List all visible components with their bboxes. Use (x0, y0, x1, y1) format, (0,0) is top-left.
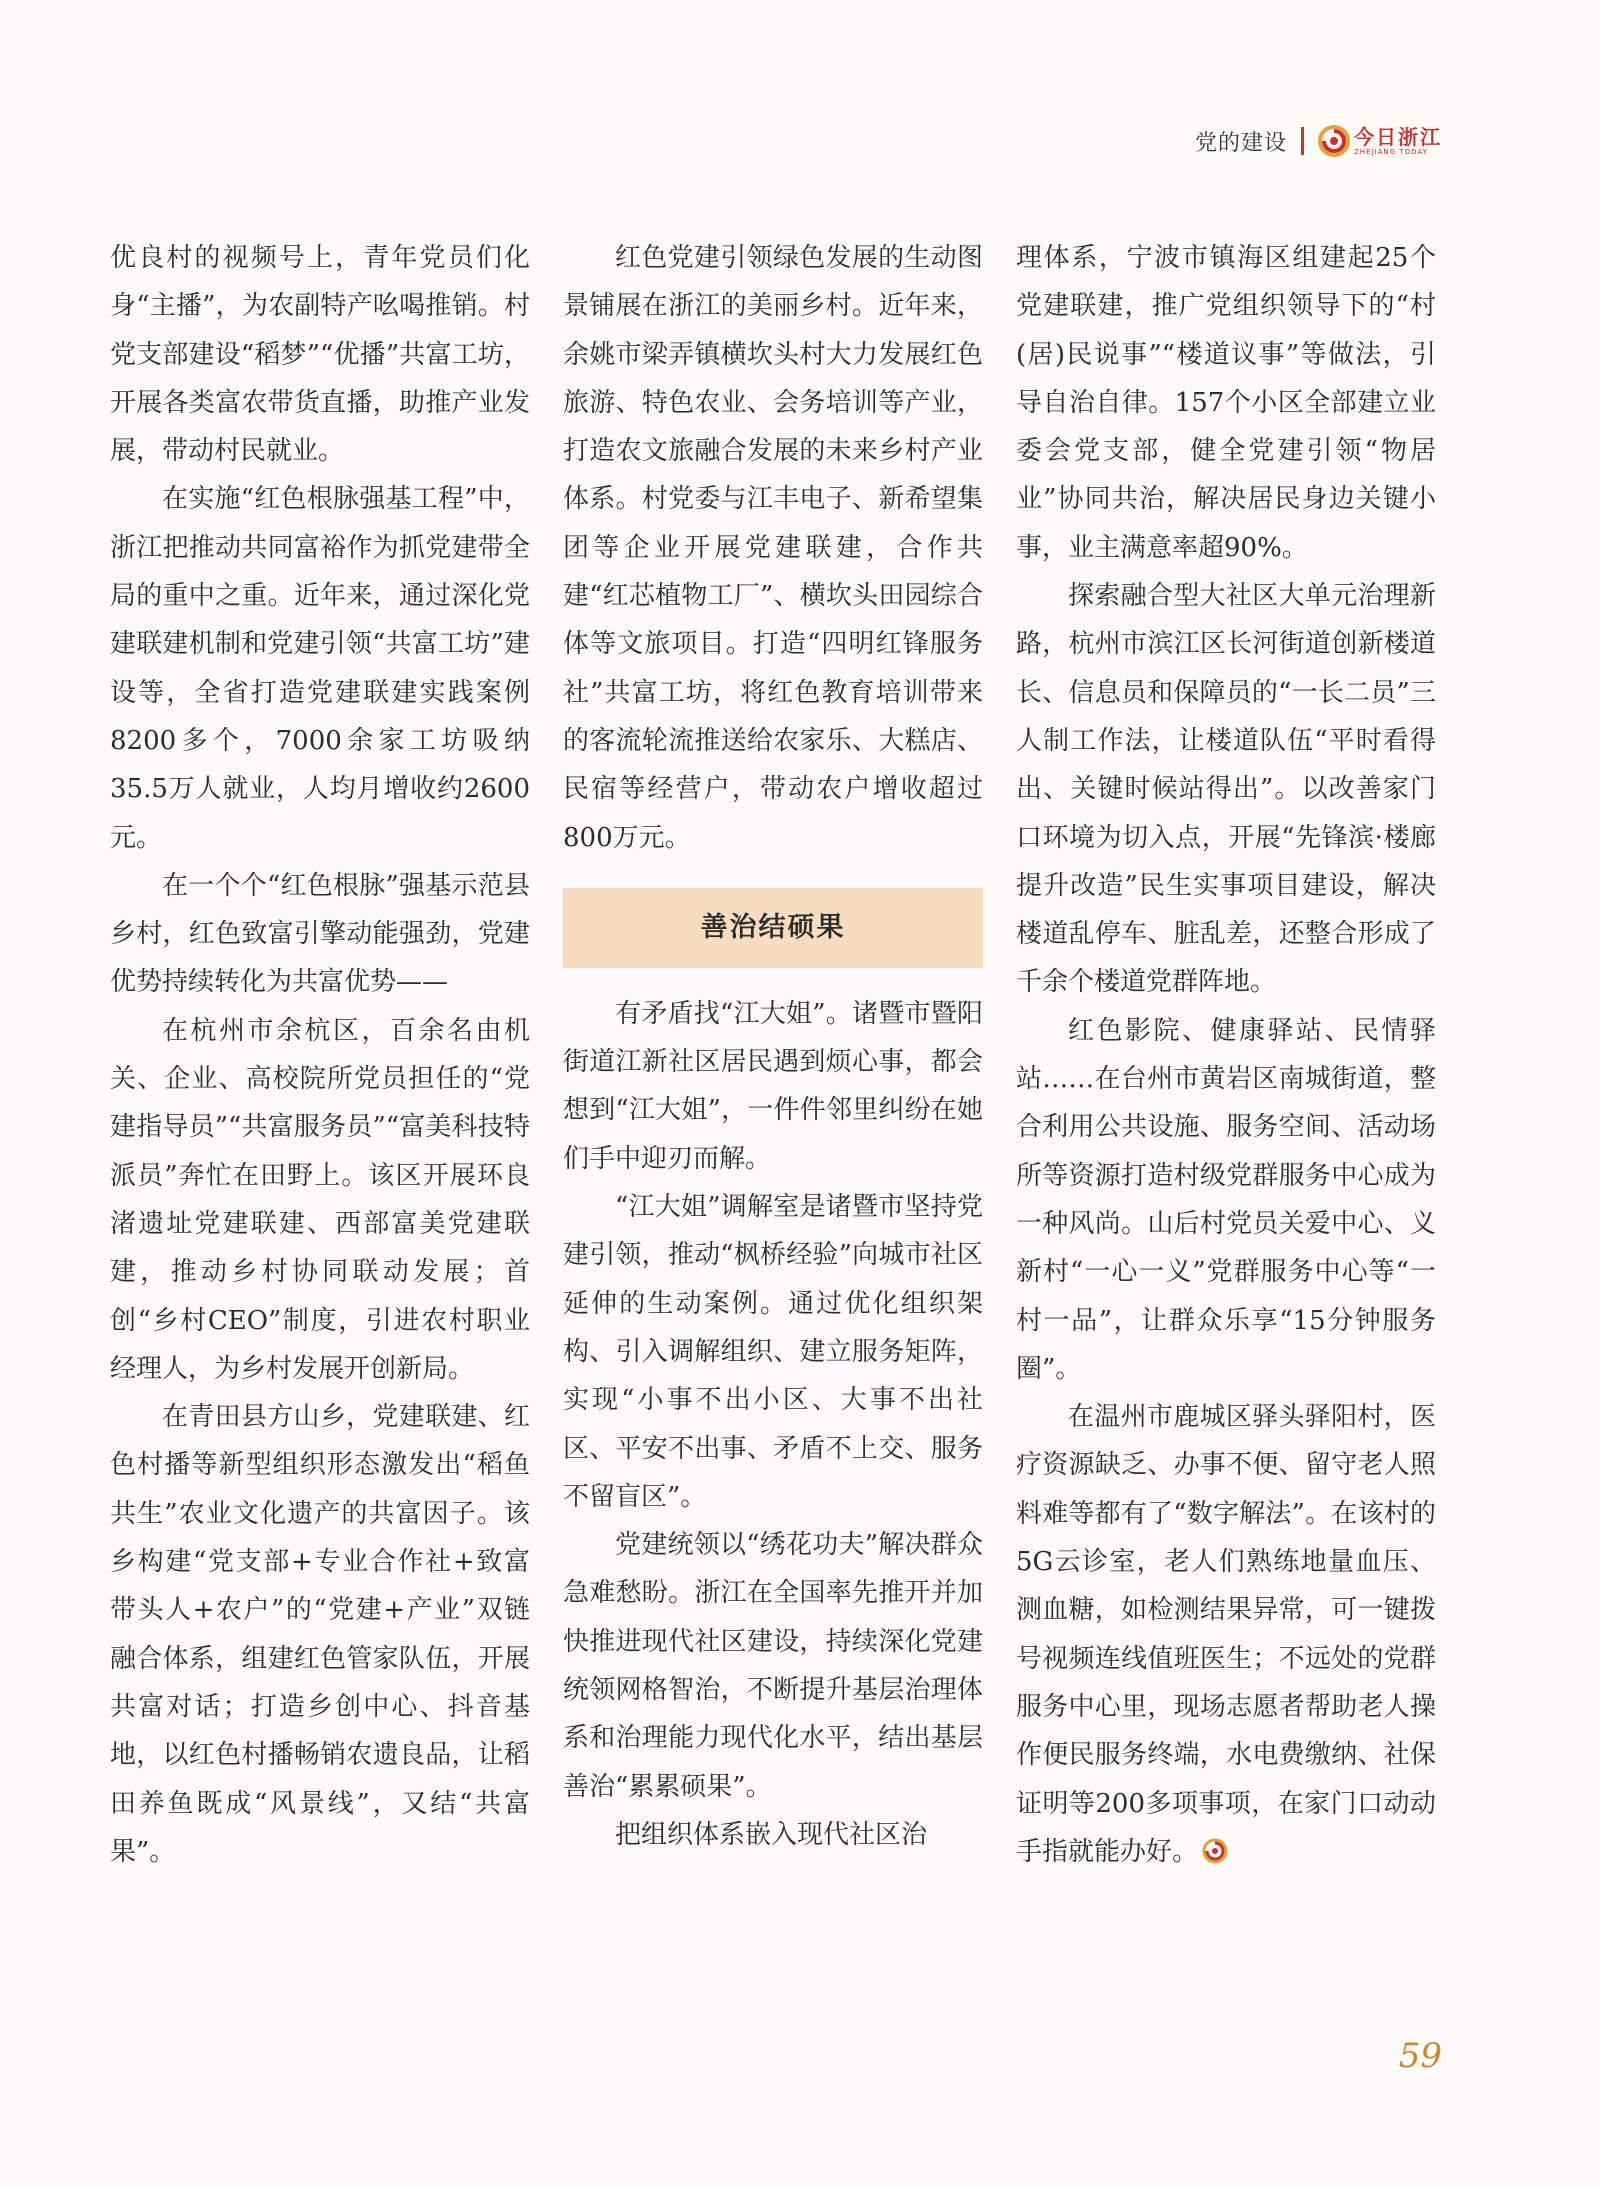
section-subheading: 善治结硕果 (563, 888, 983, 968)
paragraph: 理体系，宁波市镇海区组建起25个党建联建，推广党组织领导下的“村(居)民说事”“楼道议事”等做法，引导自治自律。157个小区全部建立业委会党支部，健全党建引领“物居业”协同共治，解决居民身边关键小事，业主满意率超90%。 (1016, 243, 1436, 563)
paragraph: 把组织体系嵌入现代社区治 (615, 1819, 928, 1850)
paragraph: 优良村的视频号上，青年党员们化身“主播”，为农副特产吆喝推销。村党支部建设“稻梦”“优播”共富工坊，开展各类富农带货直播，助推产业发展，带动村民就业。 (110, 243, 530, 467)
article-end-swirl-icon (1202, 1838, 1228, 1864)
paragraph: 红色影院、健康驿站、民情驿站……在台州市黄岩区南城街道，整合利用公共设施、服务空间、活动场所等资源打造村级党群服务中心成为一种风尚。山后村党员关爱中心、义新村“一心一义”党群服务中心等“一村一品”，让群众乐享“15分钟服务圈”。 (1016, 1015, 1436, 1384)
final-paragraph (1016, 1393, 1436, 1876)
page-number: 59 (1398, 2036, 1442, 2076)
paragraph: 在青田县方山乡，党建联建、红色村播等新型组织形态激发出“稻鱼共生”农业文化遗产的共富因子。该乡构建“党支部+专业合作社+致富带头人+农户”的“党建+产业”双链融合体系，组建红色管家队伍，开展共富对话；打造乡创中心、抖音基地，以红色村播畅销农遗良品，让稻田养鱼既成“风景线”，又结“共富果”。 (110, 1402, 530, 1867)
paragraph-text: 在温州市鹿城区驿头驿阳村，医疗资源缺乏、办事不便、留守老人照料难等都有了“数字解法”。在该村的5G云诊室，老人们熟练地量血压、测血糖，如检测结果异常，可一键拨号视频连线值班医生；不远处的党群服务中心里，现场志愿者帮助老人操作便民服务终端，水电费缴纳、社保证明等200多项事项，在家门口动动手指就能办好。 (1016, 1402, 1436, 1867)
logo-english-name: ZHEJIANG TODAY (1354, 147, 1428, 156)
paragraph: “江大姐”调解室是诸暨市坚持党建引领，推动“枫桥经验”向城市社区延伸的生动案例。通过优化组织架构、引入调解组织、建立服务矩阵，实现“小事不出小区、大事不出社区、平安不出事、矛盾不上交、服务不留盲区”。 (563, 1192, 983, 1512)
paragraph: 探索融合型大社区大单元治理新路，杭州市滨江区长河街道创新楼道长、信息员和保障员的“一长二员”三人制工作法，让楼道队伍“平时看得出、关键时候站得出”。以改善家门口环境为切入点，开展“先锋滨·楼廊提升改造”民生实事项目建设，解决楼道乱停车、脏乱差，还整合形成了千余个楼道党群阵地。 (1016, 581, 1436, 998)
paragraph: 在实施“红色根脉强基工程”中，浙江把推动共同富裕作为抓党建带全局的重中之重。近年来，通过深化党建联建机制和党建引领“共富工坊”建设等，全省打造党建联建实践案例8200多个，7000余家工坊吸纳35.5万人就业，人均月增收约2600元。 (110, 484, 530, 853)
logo-chinese-name: 今日浙江 (1354, 124, 1442, 149)
paragraph: 在杭州市余杭区，百余名由机关、企业、高校院所党员担任的“党建指导员”“共富服务员”“富美科技特派员”奔忙在田野上。该区开展环良渚遗址党建联建、西部富美党建联建，推动乡村协同联动发展；首创“乡村CEO”制度，引进农村职业经理人，为乡村发展开创新局。 (110, 1015, 530, 1384)
text-column-2 (563, 234, 983, 1859)
header-divider (1301, 127, 1304, 155)
paragraph: 党建统领以“绣花功夫”解决群众急难愁盼。浙江在全国率先推开并加快推进现代社区建设，持续深化党建统领网格智治，不断提升基层治理体系和治理能力现代化水平，结出基层善治“累累硕果”。 (563, 1530, 983, 1802)
section-label: 党的建设 (1194, 130, 1287, 156)
text-column-1 (110, 234, 530, 1876)
page-header (1195, 121, 1442, 161)
magazine-logo (1318, 125, 1442, 157)
paragraph: 红色党建引领绿色发展的生动图景铺展在浙江的美丽乡村。近年来，余姚市梁弄镇横坎头村大力发展红色旅游、特色农业、会务培训等产业，打造农文旅融合发展的未来乡村产业体系。村党委与江丰电子、新希望集团等企业开展党建联建，合作共建“红芯植物工厂”、横坎头田园综合体等文旅项目。打造“四明红锋服务社”共富工坊，将红色教育培训带来的客流轮流推送给农家乐、大糕店、民宿等经营户，带动农户增收超过800万元。 (563, 243, 983, 853)
zhejiang-today-swirl-icon (1318, 125, 1350, 157)
paragraph: 在一个个“红色根脉”强基示范县乡村，红色致富引擎动能强劲，党建优势持续转化为共富优势—— (110, 870, 530, 998)
text-column-3 (1016, 234, 1436, 1876)
paragraph: 有矛盾找“江大姐”。诸暨市暨阳街道江新社区居民遇到烦心事，都会想到“江大姐”，一件件邻里纠纷在她们手中迎刃而解。 (563, 998, 983, 1174)
logo-text (1354, 124, 1442, 156)
